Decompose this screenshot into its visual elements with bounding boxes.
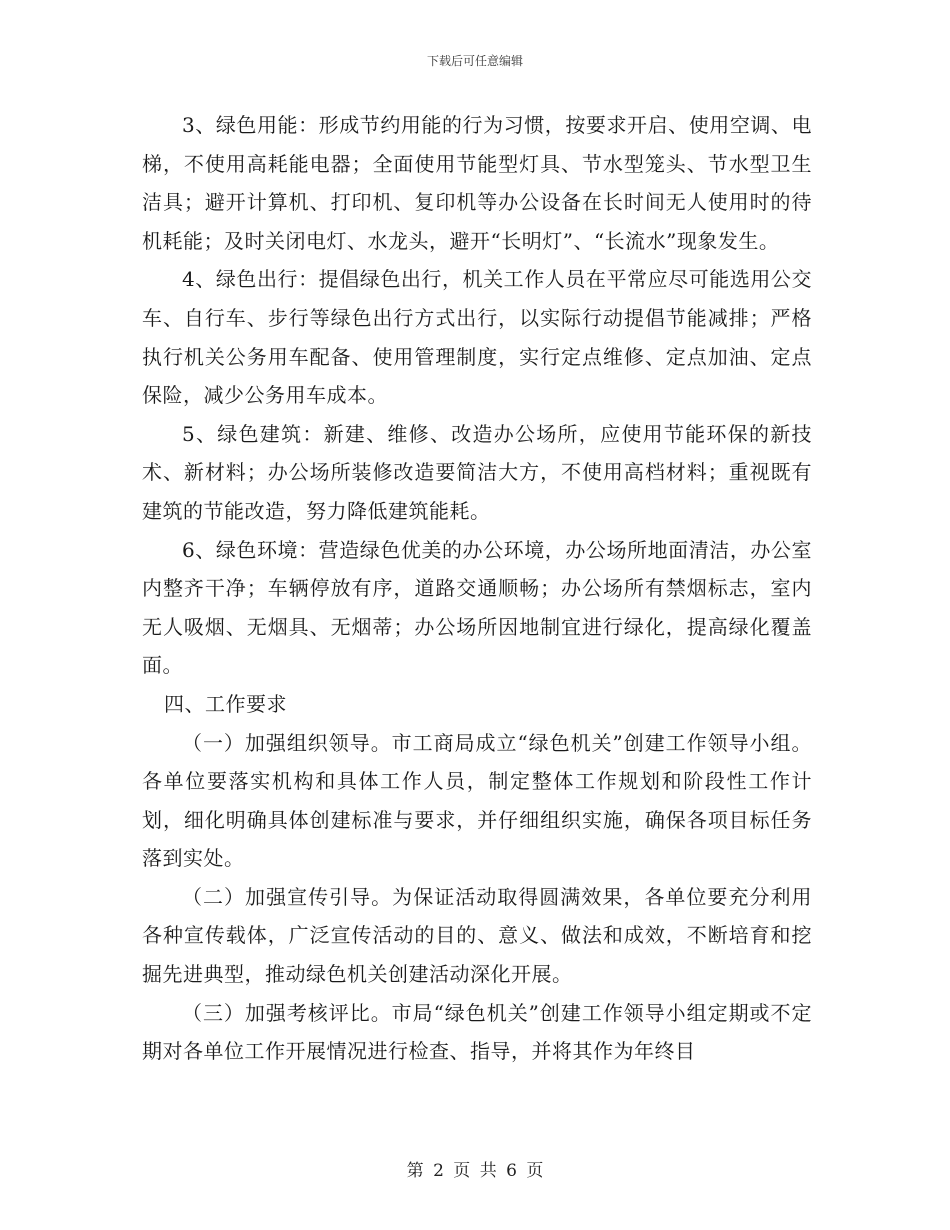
section-heading-work-requirements: 四、工作要求 bbox=[164, 691, 287, 716]
paragraph-green-energy: 3、绿色用能：形成节约用能的行为习惯，按要求开启、使用空调、电梯，不使用高耗能电器；全面使用节能型灯具、节水型笼头、节水型卫生洁具；避开计算机、打印机、复印机等办公设备在长时间无人使用时的待机耗能；及时关闭电灯、水龙头，避开“长明灯”、“长流水”现象发生。 bbox=[142, 113, 812, 253]
paragraph-organization-leadership: （一）加强组织领导。市工商局成立“绿色机关”创建工作领导小组。各单位要落实机构和具体工作人员，制定整体工作规划和阶段性工作计划，细化明确具体创建标准与要求，并仔细组织实施，确保各项目标任务落到实处。 bbox=[142, 730, 812, 871]
paragraph-publicity-guidance: （二）加强宣传引导。为保证活动取得圆满效果，各单位要充分利用各种宣传载体，广泛宣传活动的目的、意义、做法和成效，不断培育和挖掘先进典型，推动绿色机关创建活动深化开展。 bbox=[142, 884, 812, 987]
paragraph-green-travel: 4、绿色出行：提倡绿色出行，机关工作人员在平常应尽可能选用公交车、自行车、步行等绿色出行方式出行，以实际行动提倡节能减排；严格执行机关公务用车配备、使用管理制度，实行定点维修、定点加油、定点保险，减少公务用车成本。 bbox=[142, 267, 812, 408]
page-number-footer: 第 2 页 共 6 页 bbox=[406, 1161, 544, 1181]
paragraph-assessment: （三）加强考核评比。市局“绿色机关”创建工作领导小组定期或不定期对各单位工作开展情况进行检查、指导，并将其作为年终目 bbox=[142, 1000, 812, 1064]
paragraph-green-building: 5、绿色建筑：新建、维修、改造办公场所，应使用节能环保的新技术、新材料；办公场所装修改造要简洁大方，不使用高档材料；重视既有建筑的节能改造，努力降低建筑能耗。 bbox=[142, 421, 812, 523]
header-note: 下载后可任意编辑 bbox=[426, 54, 523, 68]
paragraph-green-environment: 6、绿色环境：营造绿色优美的办公环境，办公场所地面清洁，办公室内整齐干净；车辆停放有序，道路交通顺畅；办公场所有禁烟标志，室内无人吸烟、无烟具、无烟蒂；办公场所因地制宜进行绿化，提高绿化覆盖面。 bbox=[142, 537, 812, 678]
document-body bbox=[142, 106, 812, 1071]
